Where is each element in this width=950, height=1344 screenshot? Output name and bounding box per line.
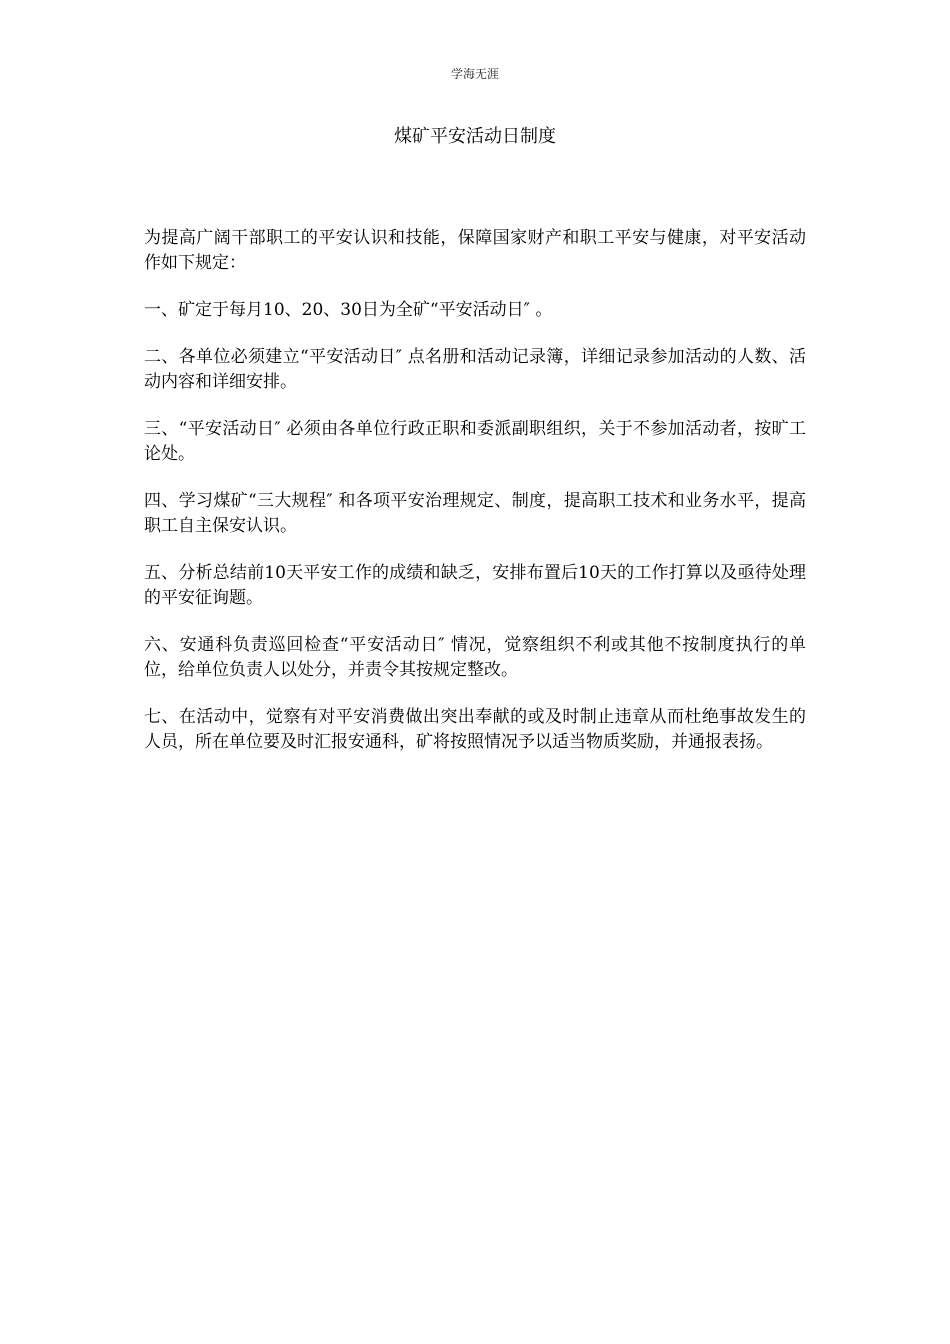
paragraph-intro: 为提高广阔干部职工的平安认识和技能，保障国家财产和职工平安与健康，对平安活动作如下规定： <box>144 228 806 273</box>
paragraph-6: 六、安通科负责巡回检查“平安活动日″ 情况，觉察组织不利或其他不按制度执行的单位，给单位负责人以处分，并责令其按规定整改。 <box>144 635 806 680</box>
paragraph-4: 四、学习煤矿“三大规程″ 和各项平安治理规定、制度，提高职工技术和业务水平，提高职工自主保安认识。 <box>144 491 806 536</box>
document-body <box>144 226 806 777</box>
paragraph-2: 二、各单位必须建立“平安活动日″ 点名册和活动记录簿，详细记录参加活动的人数、活动内容和详细安排。 <box>144 347 806 392</box>
paragraph-5: 五、分析总结前10天平安工作的成绩和缺乏，安排布置后10天的工作打算以及亟待处理的平安征询题。 <box>144 563 806 608</box>
paragraph-7: 七、在活动中，觉察有对平安消费做出突出奉献的或及时制止违章从而杜绝事故发生的人员，所在单位要及时汇报安通科，矿将按照情况予以适当物质奖励，并通报表扬。 <box>144 707 806 752</box>
page-header: 学海无涯 <box>450 67 499 81</box>
document-title: 煤矿平安活动日制度 <box>394 126 556 147</box>
paragraph-1: 一、矿定于每月10、20、30日为全矿“平安活动日″ 。 <box>144 300 553 320</box>
paragraph-3: 三、“平安活动日″ 必须由各单位行政正职和委派副职组织，关于不参加活动者，按旷工论处。 <box>144 419 806 464</box>
